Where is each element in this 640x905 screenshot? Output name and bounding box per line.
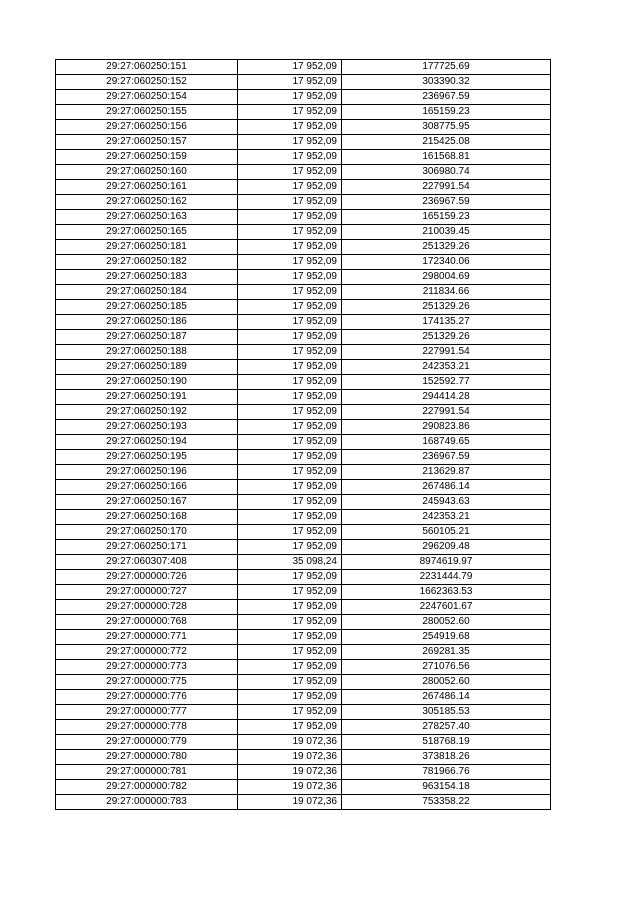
cadastral-number-cell: 29:27:000000:776 xyxy=(56,690,238,705)
rate-cell: 17 952,09 xyxy=(238,480,342,495)
rate-cell: 17 952,09 xyxy=(238,675,342,690)
table-row xyxy=(56,735,551,750)
cadastral-number-cell: 29:27:060250:181 xyxy=(56,240,238,255)
value-cell: 294414.28 xyxy=(342,390,551,405)
value-cell: 305185.53 xyxy=(342,705,551,720)
cadastral-number-cell: 29:27:060250:185 xyxy=(56,300,238,315)
rate-cell: 17 952,09 xyxy=(238,240,342,255)
rate-cell: 17 952,09 xyxy=(238,270,342,285)
value-cell: 236967.59 xyxy=(342,195,551,210)
table-row xyxy=(56,615,551,630)
rate-cell: 19 072,36 xyxy=(238,735,342,750)
table-row xyxy=(56,150,551,165)
rate-cell: 17 952,09 xyxy=(238,165,342,180)
cadastral-number-cell: 29:27:000000:778 xyxy=(56,720,238,735)
value-cell: 254919.68 xyxy=(342,630,551,645)
rate-cell: 17 952,09 xyxy=(238,60,342,75)
rate-cell: 17 952,09 xyxy=(238,585,342,600)
value-cell: 269281.35 xyxy=(342,645,551,660)
value-cell: 1662363.53 xyxy=(342,585,551,600)
rate-cell: 17 952,09 xyxy=(238,525,342,540)
value-cell: 308775.95 xyxy=(342,120,551,135)
table-row xyxy=(56,660,551,675)
cadastral-number-cell: 29:27:000000:782 xyxy=(56,780,238,795)
table-row xyxy=(56,240,551,255)
value-cell: 280052.60 xyxy=(342,675,551,690)
table-row xyxy=(56,165,551,180)
value-cell: 245943.63 xyxy=(342,495,551,510)
table-row xyxy=(56,570,551,585)
value-cell: 236967.59 xyxy=(342,90,551,105)
value-cell: 152592.77 xyxy=(342,375,551,390)
cadastral-number-cell: 29:27:060250:167 xyxy=(56,495,238,510)
rate-cell: 17 952,09 xyxy=(238,345,342,360)
table-row xyxy=(56,390,551,405)
table-row xyxy=(56,780,551,795)
rate-cell: 17 952,09 xyxy=(238,195,342,210)
cadastral-number-cell: 29:27:060250:190 xyxy=(56,375,238,390)
cadastral-number-cell: 29:27:000000:768 xyxy=(56,615,238,630)
rate-cell: 17 952,09 xyxy=(238,360,342,375)
rate-cell: 17 952,09 xyxy=(238,225,342,240)
table-row xyxy=(56,690,551,705)
table-row xyxy=(56,345,551,360)
cadastral-number-cell: 29:27:060307:408 xyxy=(56,555,238,570)
value-cell: 278257.40 xyxy=(342,720,551,735)
rate-cell: 17 952,09 xyxy=(238,75,342,90)
table-row xyxy=(56,480,551,495)
rate-cell: 17 952,09 xyxy=(238,390,342,405)
table-row xyxy=(56,585,551,600)
value-cell: 211834.66 xyxy=(342,285,551,300)
table-row xyxy=(56,645,551,660)
cadastral-number-cell: 29:27:000000:728 xyxy=(56,600,238,615)
table-row xyxy=(56,705,551,720)
cadastral-number-cell: 29:27:060250:155 xyxy=(56,105,238,120)
table-row xyxy=(56,720,551,735)
rate-cell: 17 952,09 xyxy=(238,630,342,645)
table-row xyxy=(56,180,551,195)
value-cell: 373818.26 xyxy=(342,750,551,765)
rate-cell: 19 072,36 xyxy=(238,795,342,810)
value-cell: 753358.22 xyxy=(342,795,551,810)
rate-cell: 17 952,09 xyxy=(238,405,342,420)
value-cell: 2247601.67 xyxy=(342,600,551,615)
cadastral-number-cell: 29:27:060250:152 xyxy=(56,75,238,90)
table-row xyxy=(56,120,551,135)
rate-cell: 17 952,09 xyxy=(238,465,342,480)
table-row xyxy=(56,450,551,465)
cadastral-number-cell: 29:27:060250:157 xyxy=(56,135,238,150)
cadastral-number-cell: 29:27:060250:191 xyxy=(56,390,238,405)
value-cell: 227991.54 xyxy=(342,405,551,420)
value-cell: 242353.21 xyxy=(342,360,551,375)
rate-cell: 17 952,09 xyxy=(238,210,342,225)
value-cell: 251329.26 xyxy=(342,240,551,255)
rate-cell: 17 952,09 xyxy=(238,120,342,135)
table-row xyxy=(56,255,551,270)
value-cell: 227991.54 xyxy=(342,180,551,195)
value-cell: 280052.60 xyxy=(342,615,551,630)
cadastral-number-cell: 29:27:060250:188 xyxy=(56,345,238,360)
table-row xyxy=(56,285,551,300)
table-row xyxy=(56,405,551,420)
table-row xyxy=(56,510,551,525)
cadastral-number-cell: 29:27:000000:772 xyxy=(56,645,238,660)
rate-cell: 17 952,09 xyxy=(238,690,342,705)
table-row xyxy=(56,210,551,225)
rate-cell: 17 952,09 xyxy=(238,285,342,300)
table-row xyxy=(56,540,551,555)
cadastral-number-cell: 29:27:000000:777 xyxy=(56,705,238,720)
value-cell: 251329.26 xyxy=(342,300,551,315)
table-row xyxy=(56,795,551,810)
value-cell: 781966.76 xyxy=(342,765,551,780)
rate-cell: 17 952,09 xyxy=(238,600,342,615)
cadastral-number-cell: 29:27:060250:161 xyxy=(56,180,238,195)
cadastral-number-cell: 29:27:000000:781 xyxy=(56,765,238,780)
rate-cell: 17 952,09 xyxy=(238,420,342,435)
cadastral-number-cell: 29:27:060250:165 xyxy=(56,225,238,240)
cadastral-number-cell: 29:27:000000:779 xyxy=(56,735,238,750)
rate-cell: 17 952,09 xyxy=(238,495,342,510)
table-row xyxy=(56,525,551,540)
table-row xyxy=(56,465,551,480)
value-cell: 165159.23 xyxy=(342,210,551,225)
value-cell: 8974619.97 xyxy=(342,555,551,570)
table-row xyxy=(56,105,551,120)
table-row xyxy=(56,135,551,150)
cadastral-number-cell: 29:27:060250:189 xyxy=(56,360,238,375)
value-cell: 271076.56 xyxy=(342,660,551,675)
value-cell: 303390.32 xyxy=(342,75,551,90)
table-row xyxy=(56,300,551,315)
table-row xyxy=(56,555,551,570)
rate-cell: 17 952,09 xyxy=(238,570,342,585)
rate-cell: 17 952,09 xyxy=(238,105,342,120)
value-cell: 518768.19 xyxy=(342,735,551,750)
rate-cell: 17 952,09 xyxy=(238,180,342,195)
value-cell: 177725.69 xyxy=(342,60,551,75)
value-cell: 168749.65 xyxy=(342,435,551,450)
table-row xyxy=(56,75,551,90)
value-cell: 227991.54 xyxy=(342,345,551,360)
value-cell: 267486.14 xyxy=(342,690,551,705)
rate-cell: 17 952,09 xyxy=(238,645,342,660)
data-table xyxy=(55,59,551,810)
rate-cell: 17 952,09 xyxy=(238,375,342,390)
rate-cell: 19 072,36 xyxy=(238,765,342,780)
table-row xyxy=(56,495,551,510)
cadastral-number-cell: 29:27:060250:163 xyxy=(56,210,238,225)
rate-cell: 17 952,09 xyxy=(238,660,342,675)
cadastral-number-cell: 29:27:000000:775 xyxy=(56,675,238,690)
rate-cell: 17 952,09 xyxy=(238,510,342,525)
table-row xyxy=(56,435,551,450)
value-cell: 251329.26 xyxy=(342,330,551,345)
cadastral-number-cell: 29:27:060250:193 xyxy=(56,420,238,435)
table-row xyxy=(56,330,551,345)
cadastral-number-cell: 29:27:060250:183 xyxy=(56,270,238,285)
value-cell: 560105.21 xyxy=(342,525,551,540)
cadastral-number-cell: 29:27:060250:171 xyxy=(56,540,238,555)
cadastral-number-cell: 29:27:060250:151 xyxy=(56,60,238,75)
rate-cell: 19 072,36 xyxy=(238,780,342,795)
value-cell: 172340.06 xyxy=(342,255,551,270)
value-cell: 210039.45 xyxy=(342,225,551,240)
table-row xyxy=(56,60,551,75)
value-cell: 963154.18 xyxy=(342,780,551,795)
cadastral-number-cell: 29:27:060250:156 xyxy=(56,120,238,135)
cadastral-number-cell: 29:27:000000:783 xyxy=(56,795,238,810)
value-cell: 298004.69 xyxy=(342,270,551,285)
rate-cell: 35 098,24 xyxy=(238,555,342,570)
rate-cell: 17 952,09 xyxy=(238,150,342,165)
value-cell: 267486.14 xyxy=(342,480,551,495)
value-cell: 174135.27 xyxy=(342,315,551,330)
cadastral-number-cell: 29:27:060250:154 xyxy=(56,90,238,105)
table-row xyxy=(56,765,551,780)
cadastral-number-cell: 29:27:060250:195 xyxy=(56,450,238,465)
table-row xyxy=(56,750,551,765)
cadastral-number-cell: 29:27:060250:187 xyxy=(56,330,238,345)
table-row xyxy=(56,675,551,690)
table-row xyxy=(56,225,551,240)
table-row xyxy=(56,600,551,615)
table-row xyxy=(56,90,551,105)
value-cell: 242353.21 xyxy=(342,510,551,525)
cadastral-number-cell: 29:27:060250:159 xyxy=(56,150,238,165)
value-cell: 290823.86 xyxy=(342,420,551,435)
value-cell: 165159.23 xyxy=(342,105,551,120)
cadastral-number-cell: 29:27:060250:196 xyxy=(56,465,238,480)
cadastral-number-cell: 29:27:060250:168 xyxy=(56,510,238,525)
cadastral-number-cell: 29:27:000000:773 xyxy=(56,660,238,675)
cadastral-number-cell: 29:27:000000:726 xyxy=(56,570,238,585)
rate-cell: 17 952,09 xyxy=(238,300,342,315)
cadastral-number-cell: 29:27:000000:780 xyxy=(56,750,238,765)
value-cell: 306980.74 xyxy=(342,165,551,180)
table-row xyxy=(56,315,551,330)
rate-cell: 19 072,36 xyxy=(238,750,342,765)
table-body xyxy=(56,60,551,810)
rate-cell: 17 952,09 xyxy=(238,315,342,330)
table-row xyxy=(56,630,551,645)
value-cell: 2231444.79 xyxy=(342,570,551,585)
cadastral-number-cell: 29:27:060250:170 xyxy=(56,525,238,540)
value-cell: 296209.48 xyxy=(342,540,551,555)
rate-cell: 17 952,09 xyxy=(238,615,342,630)
cadastral-number-cell: 29:27:000000:771 xyxy=(56,630,238,645)
cadastral-number-cell: 29:27:060250:160 xyxy=(56,165,238,180)
rate-cell: 17 952,09 xyxy=(238,330,342,345)
cadastral-number-cell: 29:27:060250:186 xyxy=(56,315,238,330)
cadastral-number-cell: 29:27:060250:184 xyxy=(56,285,238,300)
table-row xyxy=(56,360,551,375)
value-cell: 213629.87 xyxy=(342,465,551,480)
value-cell: 236967.59 xyxy=(342,450,551,465)
rate-cell: 17 952,09 xyxy=(238,705,342,720)
cadastral-number-cell: 29:27:000000:727 xyxy=(56,585,238,600)
cadastral-number-cell: 29:27:060250:194 xyxy=(56,435,238,450)
cadastral-number-cell: 29:27:060250:166 xyxy=(56,480,238,495)
rate-cell: 17 952,09 xyxy=(238,90,342,105)
cadastral-number-cell: 29:27:060250:192 xyxy=(56,405,238,420)
cadastral-number-cell: 29:27:060250:182 xyxy=(56,255,238,270)
rate-cell: 17 952,09 xyxy=(238,435,342,450)
table-row xyxy=(56,270,551,285)
value-cell: 161568.81 xyxy=(342,150,551,165)
rate-cell: 17 952,09 xyxy=(238,720,342,735)
table-row xyxy=(56,420,551,435)
rate-cell: 17 952,09 xyxy=(238,135,342,150)
rate-cell: 17 952,09 xyxy=(238,540,342,555)
rate-cell: 17 952,09 xyxy=(238,450,342,465)
table-row xyxy=(56,375,551,390)
cadastral-number-cell: 29:27:060250:162 xyxy=(56,195,238,210)
table-row xyxy=(56,195,551,210)
value-cell: 215425.08 xyxy=(342,135,551,150)
rate-cell: 17 952,09 xyxy=(238,255,342,270)
